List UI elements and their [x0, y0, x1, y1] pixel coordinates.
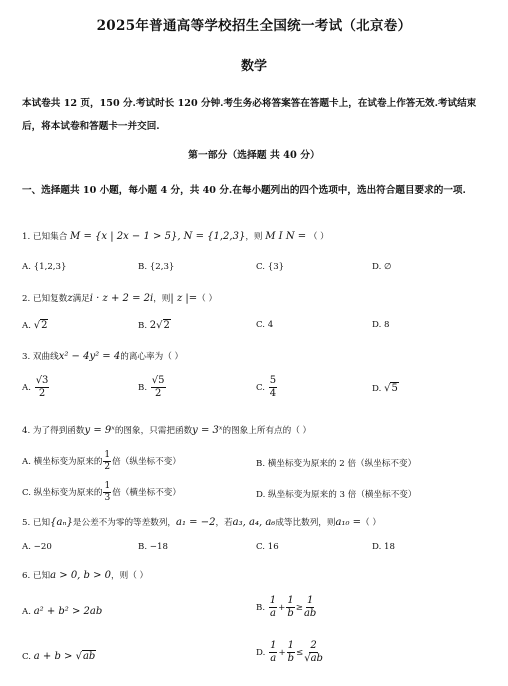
- q1-option-b[interactable]: B. {2,3}: [138, 262, 175, 272]
- q3-hyperbola: x² − 4y² = 4: [58, 351, 121, 362]
- q1-option-c[interactable]: C. {3}: [256, 262, 285, 272]
- q6-option-b[interactable]: B. $\frac{1}{a}$ + $\frac{1}{b}$ ≥ $\frac{1}{ab}$: [256, 595, 317, 619]
- part1-heading: 第一部分（选择题 共 40 分）: [188, 150, 320, 161]
- q6-option-d[interactable]: D. $\frac{1}{a}$ + $\frac{1}{b}$ ≤ $\frac{2}{√ab}$: [256, 640, 323, 664]
- q2-option-d[interactable]: D. 8: [372, 320, 390, 330]
- q1-option-a[interactable]: A. {1,2,3}: [22, 262, 67, 272]
- q1-intersection: M I N =: [265, 231, 307, 242]
- q2-equation: i · z + 2 = 2i: [89, 293, 154, 304]
- question-2: 2. 已知复数z满足i · z + 2 = 2i，则| z |=（ ）: [22, 293, 218, 304]
- q5-option-b[interactable]: B. −18: [138, 542, 168, 552]
- q3-option-c[interactable]: C. $\frac{5}{4}$: [256, 375, 277, 399]
- question-1: 1. 已知集合 M = {x | 2x − 1 > 5}, N = {1,2,3}，则 M I N = （ ）: [22, 231, 329, 242]
- q4-option-c[interactable]: C. 纵坐标变为原来的 $\frac{1}{3}$ 倍（横坐标不变）: [22, 481, 181, 503]
- question-3: 3. 双曲线x² − 4y² = 4的离心率为（ ）: [22, 351, 184, 362]
- q6-option-a[interactable]: A. a² + b² > 2ab: [22, 606, 103, 617]
- q3-option-a[interactable]: A. $\frac{√3}{2}$: [22, 375, 49, 399]
- q3-option-b[interactable]: B. $\frac{√5}{2}$: [138, 375, 165, 399]
- question-5: 5. 已知{aₙ}是公差不为零的等差数列，a₁ = −2，若a₃, a₄, a₆成等比数列，则a₁₀ =（ ）: [22, 517, 381, 528]
- q4-option-b[interactable]: B. 横坐标变为原来的 2 倍（纵坐标不变）: [256, 459, 417, 469]
- q4-option-d[interactable]: D. 纵坐标变为原来的 3 倍（横坐标不变）: [256, 490, 417, 500]
- q3-option-d[interactable]: D. √5: [372, 383, 398, 394]
- section1-instructions: 一、选择题共 10 小题，每小题 4 分，共 40 分.在每小题列出的四个选项中，选出符合题目要求的一项.: [22, 185, 466, 196]
- exam-notice: 本试卷共 12 页，150 分.考试时长 120 分钟.考生务必将答案答在答题卡上，在试卷上作答无效.考试结束后，将本试卷和答题卡一并交回.: [22, 98, 477, 132]
- q1-option-d[interactable]: D. ∅: [372, 262, 392, 272]
- question-4: 4. 为了得到函数y = 9ˣ的图象，只需把函数y = 3ˣ的图象上所有点的（ ）: [22, 425, 312, 436]
- q2-option-a[interactable]: A. √2: [22, 320, 48, 331]
- q6-option-c[interactable]: C. a + b > √ab: [22, 651, 96, 662]
- q4-option-a[interactable]: A. 横坐标变为原来的 $\frac{1}{2}$ 倍（纵坐标不变）: [22, 450, 181, 472]
- q5-option-a[interactable]: A. −20: [22, 542, 52, 552]
- q2-option-c[interactable]: C. 4: [256, 320, 274, 330]
- question-6: 6. 已知a > 0, b > 0，则（ ）: [22, 570, 149, 581]
- subject-heading: 数学: [240, 59, 267, 74]
- q2-option-b[interactable]: B. 2√2: [138, 320, 170, 331]
- exam-title: 2025年普通高等学校招生全国统一考试（北京卷）: [96, 18, 412, 34]
- q5-option-c[interactable]: C. 16: [256, 542, 279, 552]
- q5-option-d[interactable]: D. 18: [372, 542, 395, 552]
- q1-set-expression: M = {x | 2x − 1 > 5}, N = {1,2,3}: [70, 231, 246, 242]
